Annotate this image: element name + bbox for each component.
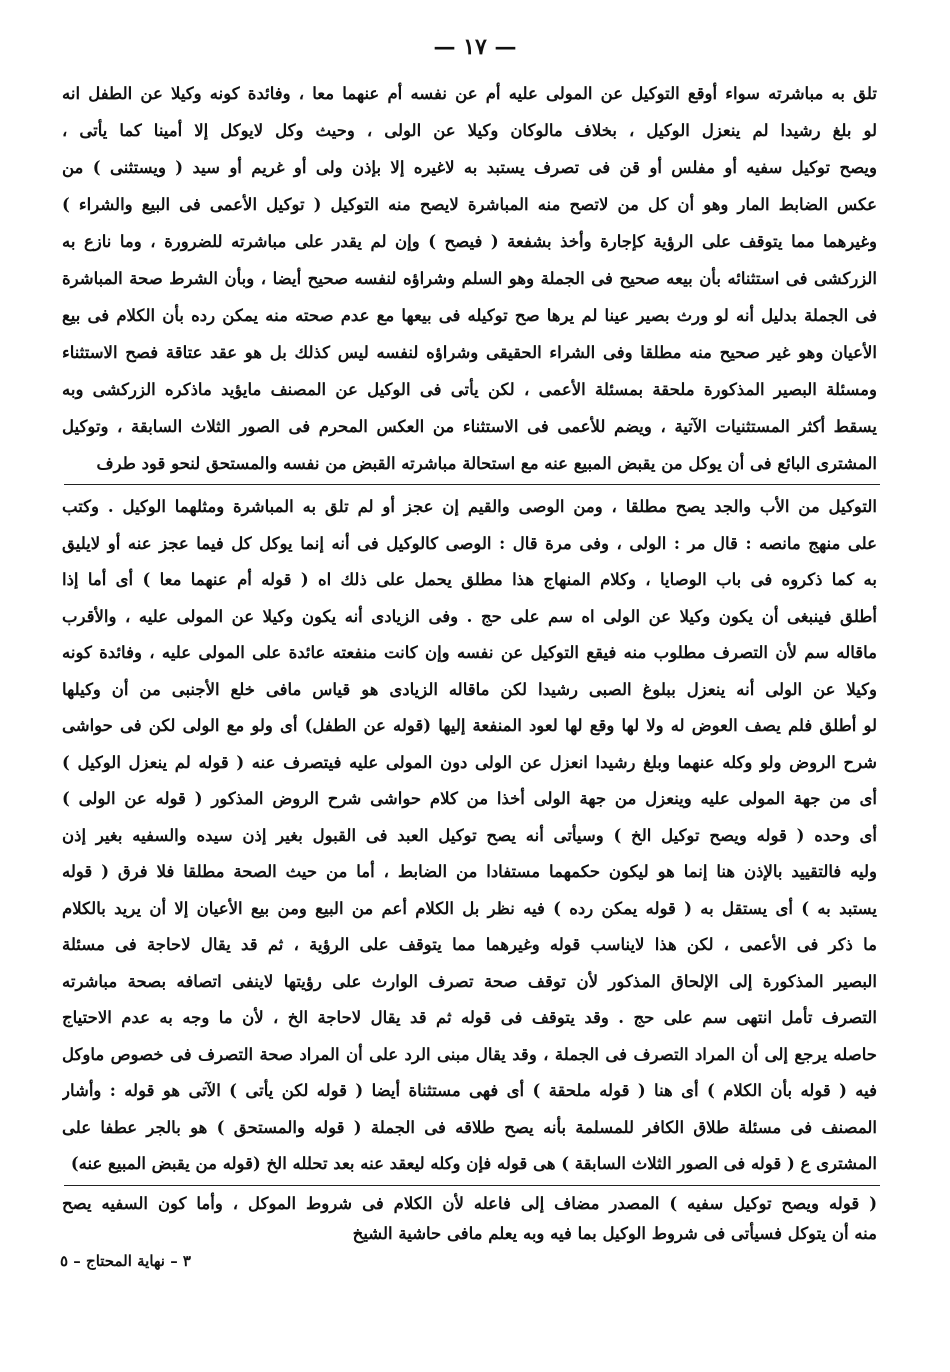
text-line: المشترى ع ( قوله فى الصور الثلاث السابقة ) هى قوله فإن وكله ليعقد عنه بعد تحلله الخ (قوله من يقبض المبيع عنه)	[70, 1154, 877, 1173]
text-line: ويصح توكيل سفيه أو مفلس أو قن فى تصرف يستبد به لاغيره إلا بإذن ولى أو غريم أو سيد ( ويستثنى ) من	[62, 158, 877, 177]
text-line: منه أن يتوكل فسيأتى فى شروط الوكيل بما فيه وبه يعلم مافى حاشية الشيخ	[352, 1224, 877, 1243]
text-line: المشترى البائع فى أن يوكل من يقبض المبيع عنه مع استحالة مباشرته القبض من نفسه والمستحق لنحو قود طرف	[96, 454, 877, 473]
text-line: عكس الضابط المار وهو أن كل من لاتصح منه المباشرة لايصح منه التوكيل ( توكيل الأعمى فى البيع والشراء )	[62, 195, 877, 214]
text-line: ( قوله ويصح توكيل سفيه ) المصدر مضاف إلى فاعله لأن الكلام فى شروط الموكل ، وأما كون السفيه يصح	[62, 1194, 877, 1213]
text-line: ماقاله سم لأن التصرف مطلوب منه فيقع التوكيل عن نفسه وإن كانت منفعته عائدة على المولى عليه ، وفائدة كونه	[62, 643, 877, 662]
text-line: أى وحده ( قوله ويصح توكيل الخ ) وسيأتى أنه يصح توكيل العبد فى القبول بغير إذن سيده والسفيه بغير إذن	[62, 825, 877, 845]
text-line: التصرف تأمل انتهى سم على حج . وقد يتوقف فى قوله ثم قد يقال لاحاجة الخ ، لأن ما وجه به عدم الاحتياج	[62, 1008, 877, 1027]
text-line: به كما ذكروه فى باب الوصايا ، وكلام المنهاج هذا مطلق يحمل على ذلك اه ( قوله أم عنهما معا ) أى أما إذا	[62, 570, 877, 589]
second-commentary-text	[62, 1189, 877, 1249]
text-line: يستبد به ) أى يستقل به ( قوله يمكن رده ) فيه نظر بل الكلام أعم من البيع ومن بيع الأعيان إلا أن يريد بالكلام	[62, 898, 877, 918]
text-line: وليه فالتقييد بالإذن هنا إنما هو ليكون حكمهما مستفادا من الضابط ، أما من حيث الصحة مطلقا فلا فرق ( قوله	[62, 862, 877, 881]
text-line: لو أطلق فلم يصف العوض له ولا لها وقع لها لعود المنفعة إليها (قوله عن الطفل) أى ولو مع الولى لكن فى حواشى	[62, 716, 877, 735]
main-text	[62, 75, 877, 482]
text-line: الزركشى فى استثنائه بأن بيعه صحيح فى الجملة وهو السلم وشراؤه لنفسه صحيح أيضا ، وبأن الشرط صحة المباشرة	[62, 269, 877, 288]
text-line: ومسئلة البصير المذكورة ملحقة بمسئلة الأعمى ، لكن يأتى فى الوكيل عن المصنف مايؤيد ماذكره الزركشى وبه	[62, 380, 877, 399]
text-line: تلق به مباشرته سواء أوقع التوكيل عن المولى عليه أم عن نفسه أم عنهما معا ، وفائدة كونه وكيلا عن الطفل انه	[62, 84, 877, 103]
text-line: وغيرهما مما يتوقف على الرؤية كإجارة وأخذ بشفعة ( فيصح ) وإن لم يقدر على مباشرته للضرورة ، وما نازع به	[62, 232, 877, 251]
second-footnote-divider	[64, 1185, 880, 1186]
signature-mark: ٣ – نهاية المحتاج – ٥	[60, 1252, 191, 1270]
text-line: البصير المذكورة إلى الإلحاق المذكور لأن توقف صحة تصرف الوارث على رؤيتها لاينفى اتصافه بصحة مباشرته	[62, 971, 877, 991]
text-line: لو بلغ رشيدا لم ينعزل الوكيل ، بخلاف مالوكان وكيلا عن الولى ، وحيث وكل لايوكل إلا أمينا كما يأتى ،	[62, 121, 877, 140]
text-line: فى الجملة بدليل أنه لو ورث بصير عينا لم يرها صح توكيله فى بيعها مع عدم صحته منه يمكن رده بأن الكلام فى بيع	[62, 306, 877, 325]
text-line: وكيلا عن الولى أنه ينعزل ببلوغ الصبى رشيدا لكن ماقاله الزيادى هو قياس مافى خلع الأجنبى من أن وكيلها	[62, 679, 877, 699]
text-line: ما ذكر فى الأعمى ، لكن هذا لايناسب قوله وغيرهما مما يتوقف على الرؤية ، ثم قد يقال لاحاجة فى مسئلة	[62, 935, 877, 954]
text-line: على منهج مانصه : قال مر : الولى ، وفى مرة قال : الوصى كالوكيل فى أنه إنما يوكل كل فيما عجز عنه أو لايليق	[62, 533, 877, 553]
page-number: — ١٧ —	[433, 34, 517, 60]
text-line: شرح الروض ولو وكله عنهما وبلغ رشيدا انعزل عن الولى دون المولى عليه فيتصرف عنه ( قوله لم ينعزل الوكيل )	[62, 752, 877, 772]
footnote-divider	[64, 484, 880, 485]
text-line: التوكيل من الأب والجد يصح مطلقا ، ومن الوصى والقيم إن عجز أو لم تلق به المباشرة ومثلهما الوكيل . وكتب	[62, 497, 877, 516]
text-line: المصنف فى مسئلة طلاق الكافر للمسلمة بأنه يصح طلاقه فى الجملة ( قوله والمستحق ) هو بالجر عطفا على	[62, 1117, 877, 1137]
text-line: فيه ( قوله بأن الكلام ) أى هنا ( قوله ملحقة ) أى فهى مستثناة أيضا ( قوله لكن يأتى ) الآتى هو قوله : وأشار	[62, 1081, 877, 1100]
text-line: أطلق فينبغى أن يكون وكيلا عن الولى اه سم على حج . وفى الزيادى أنه يكون وكيلا عن المولى عليه ، والأقرب	[62, 606, 877, 626]
commentary-text	[62, 489, 877, 1183]
text-line: الأعيان وهو غير صحيح منه مطلقا وفى الشراء الحقيقى وشراؤه لنفسه ليس كذلك بل هو عقد عتاقة فصح الاستثناء	[62, 343, 877, 362]
text-line: أى من جهة المولى عليه وينعزل من جهة الولى أخذا من كلام حواشى شرح الروض المذكور ( قوله عن الولى )	[62, 789, 877, 808]
text-line: حاصله يرجع إلى أن المراد التصرف فى الجملة ، وقد يقال مبنى الرد على أن المراد صحة التصرف فى خصوص ماوكل	[62, 1044, 877, 1064]
text-line: يسقط أكثر المستثنيات الآتية ، ويضم للأعمى فى الاستثناء من العكس المحرم فى الصور الثلاث السابقة ، وتوكيل	[62, 417, 877, 436]
